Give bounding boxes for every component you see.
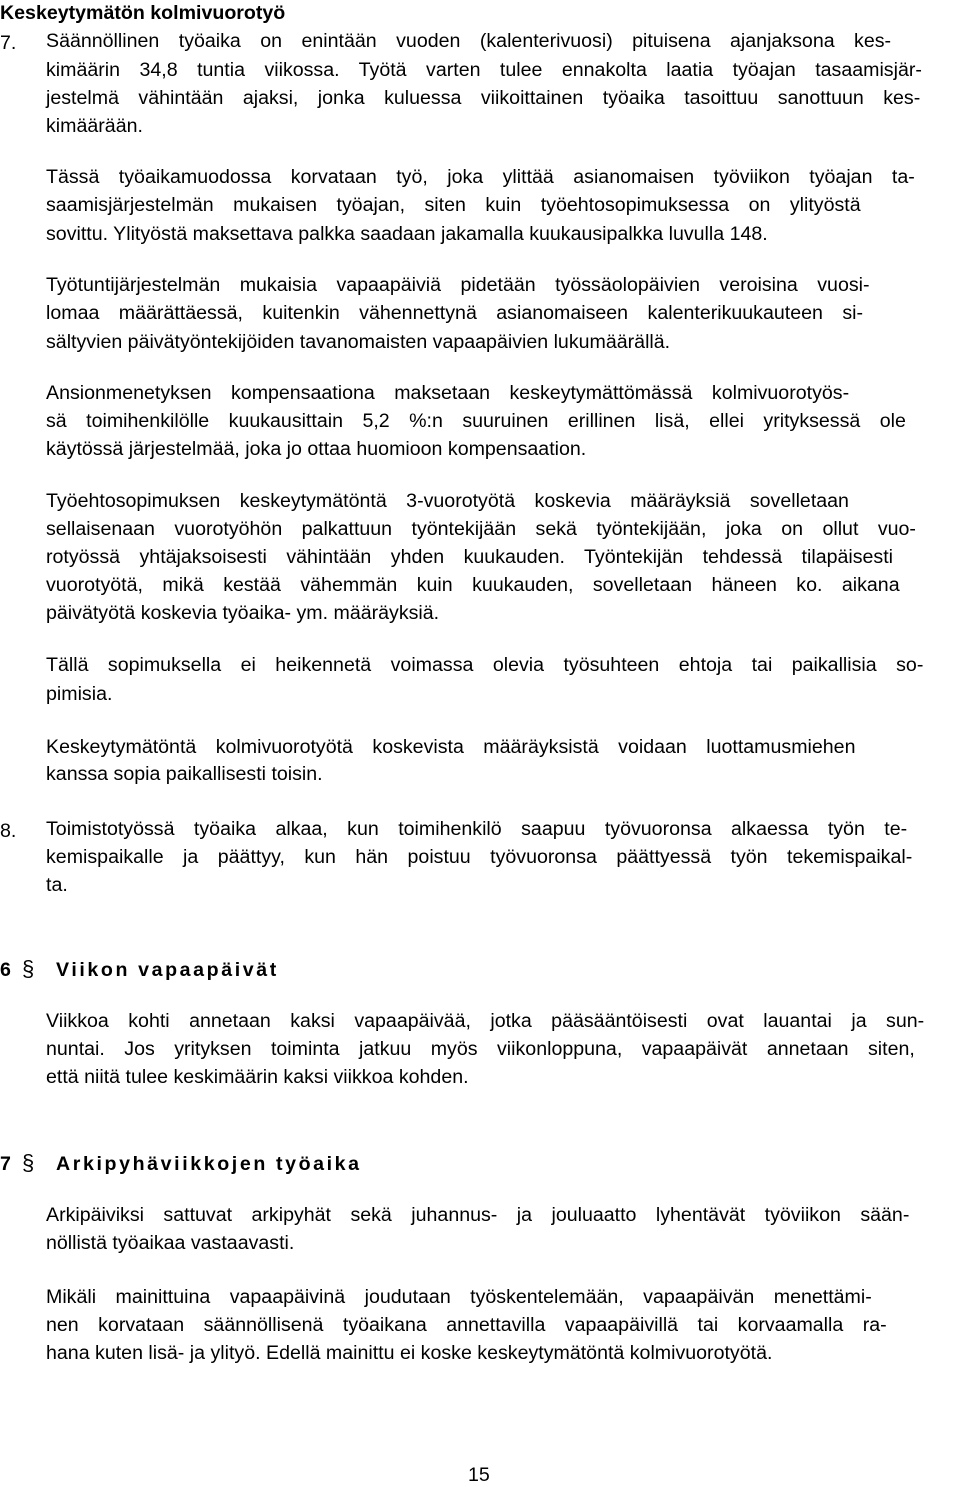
section-7-heading (0, 1150, 362, 1176)
document-title: Keskeytymätön kolmivuorotyö (0, 2, 286, 24)
section-symbol: § (22, 1150, 35, 1175)
item7-line-1: Säännöllinen työaika on enintään vuoden (kalenterivuosi) pituisena ajanjaksona kes- (46, 30, 892, 52)
section7-para2-line-2: nen korvataan säännöllisenä työaikana annettavilla vapaapäivillä tai korvaamalla ra- (46, 1314, 887, 1336)
para1-line-3: sovittu. Ylityöstä maksettava palkka saadaan jakamalla kuukausipalkka luvulla 148. (46, 223, 768, 245)
item-number-7: 7. (0, 32, 17, 54)
item7-line-4: kimäärään. (46, 115, 143, 137)
item-number-8: 8. (0, 820, 17, 842)
section-6-number: 6 (0, 959, 11, 981)
section-7-number: 7 (0, 1153, 11, 1175)
section-7-title: Arkipyhäviikkojen työaika (56, 1153, 362, 1175)
para4-line-5: päivätyötä koskevia työaika- ym. määräyksiä. (46, 602, 440, 624)
para4-line-3: rotyössä yhtäjaksoisesti vähintään yhden kuukauden. Työntekijän tehdessä tilapäisesti (46, 546, 894, 568)
para6-line-2: kanssa sopia paikallisesti toisin. (46, 763, 323, 785)
para4-line-4: vuorotyötä, mikä kestää vähemmän kuin kuukauden, sovelletaan häneen ko. aikana (46, 574, 900, 596)
para4-line-2: sellaisenaan vuorotyöhön palkattuun työntekijään sekä työntekijään, joka on ollut vuo- (46, 518, 916, 540)
para6-line-1: Keskeytymätöntä kolmivuorotyötä koskevista määräyksistä voidaan luottamusmiehen (46, 736, 856, 758)
para1-line-2: saamisjärjestelmän mukaisen työajan, siten kuin työehtosopimuksessa on ylityöstä (46, 194, 861, 216)
para3-line-2: sä toimihenkilölle kuukausittain 5,2 %:n suuruinen erillinen lisä, ellei yrityksessä ole (46, 410, 906, 432)
section6-line-2: nuntai. Jos yrityksen toiminta jatkuu myös viikonloppuna, vapaapäivät annetaan siten, (46, 1038, 915, 1060)
section-6-title: Viikon vapaapäivät (56, 959, 279, 981)
para4-line-1: Työehtosopimuksen keskeytymätöntä 3-vuorotyötä koskevia määräyksiä sovelletaan (46, 490, 849, 512)
para3-line-3: käytössä järjestelmää, joka jo ottaa huomioon kompensaation. (46, 438, 587, 460)
item8-line-2: kemispaikalle ja päättyy, kun hän poistuu työvuoronsa päättyessä työn tekemispaikal- (46, 846, 913, 868)
section-symbol: § (22, 956, 35, 981)
section7-para2-line-1: Mikäli mainittuina vapaapäivinä joudutaan työskentelemään, vapaapäivän menettämi- (46, 1286, 872, 1308)
item8-line-3: ta. (46, 874, 68, 896)
para1-line-1: Tässä työaikamuodossa korvataan työ, joka ylittää asianomaisen työviikon työajan ta- (46, 166, 915, 188)
page-number: 15 (468, 1464, 490, 1486)
para5-line-1: Tällä sopimuksella ei heikennetä voimassa olevia työsuhteen ehtoja tai paikallisia so- (46, 654, 924, 676)
section7-para1-line-1: Arkipäiviksi sattuvat arkipyhät sekä juhannus- ja jouluaatto lyhentävät työviikon sään- (46, 1204, 910, 1226)
section7-para2-line-3: hana kuten lisä- ja ylityö. Edellä mainittu ei koske keskeytymätöntä kolmivuorotyötä. (46, 1342, 773, 1364)
section6-line-1: Viikkoa kohti annetaan kaksi vapaapäivää, jotka pääsääntöisesti ovat lauantai ja sun- (46, 1010, 925, 1032)
para2-line-1: Työtuntijärjestelmän mukaisia vapaapäiviä pidetään työssäolopäivien veroisina vuosi- (46, 274, 870, 296)
para3-line-1: Ansionmenetyksen kompensaationa maksetaan keskeytymättömässä kolmivuorotyös- (46, 382, 850, 404)
item8-line-1: Toimistotyössä työaika alkaa, kun toimihenkilö saapuu työvuoronsa alkaessa työn te- (46, 818, 908, 840)
section-6-heading (0, 956, 279, 982)
section6-line-3: että niitä tulee keskimäärin kaksi viikkoa kohden. (46, 1066, 469, 1088)
item7-line-3: jestelmä vähintään ajaksi, jonka kuluessa viikoittainen työaika tasoittuu sanottuun kes- (46, 87, 921, 109)
para2-line-2: lomaa määrättäessä, kuitenkin vähennettynä asianomaiseen kalenterikuukauteen si- (46, 302, 864, 324)
item7-line-2: kimäärin 34,8 tuntia viikossa. Työtä varten tulee ennakolta laatia työajan tasaamisjär- (46, 59, 922, 81)
section7-para1-line-2: nöllistä työaikaa vastaavasti. (46, 1232, 295, 1254)
para2-line-3: sältyvien päivätyöntekijöiden tavanomaisten vapaapäivien lukumäärällä. (46, 331, 671, 353)
para5-line-2: pimisia. (46, 683, 113, 705)
